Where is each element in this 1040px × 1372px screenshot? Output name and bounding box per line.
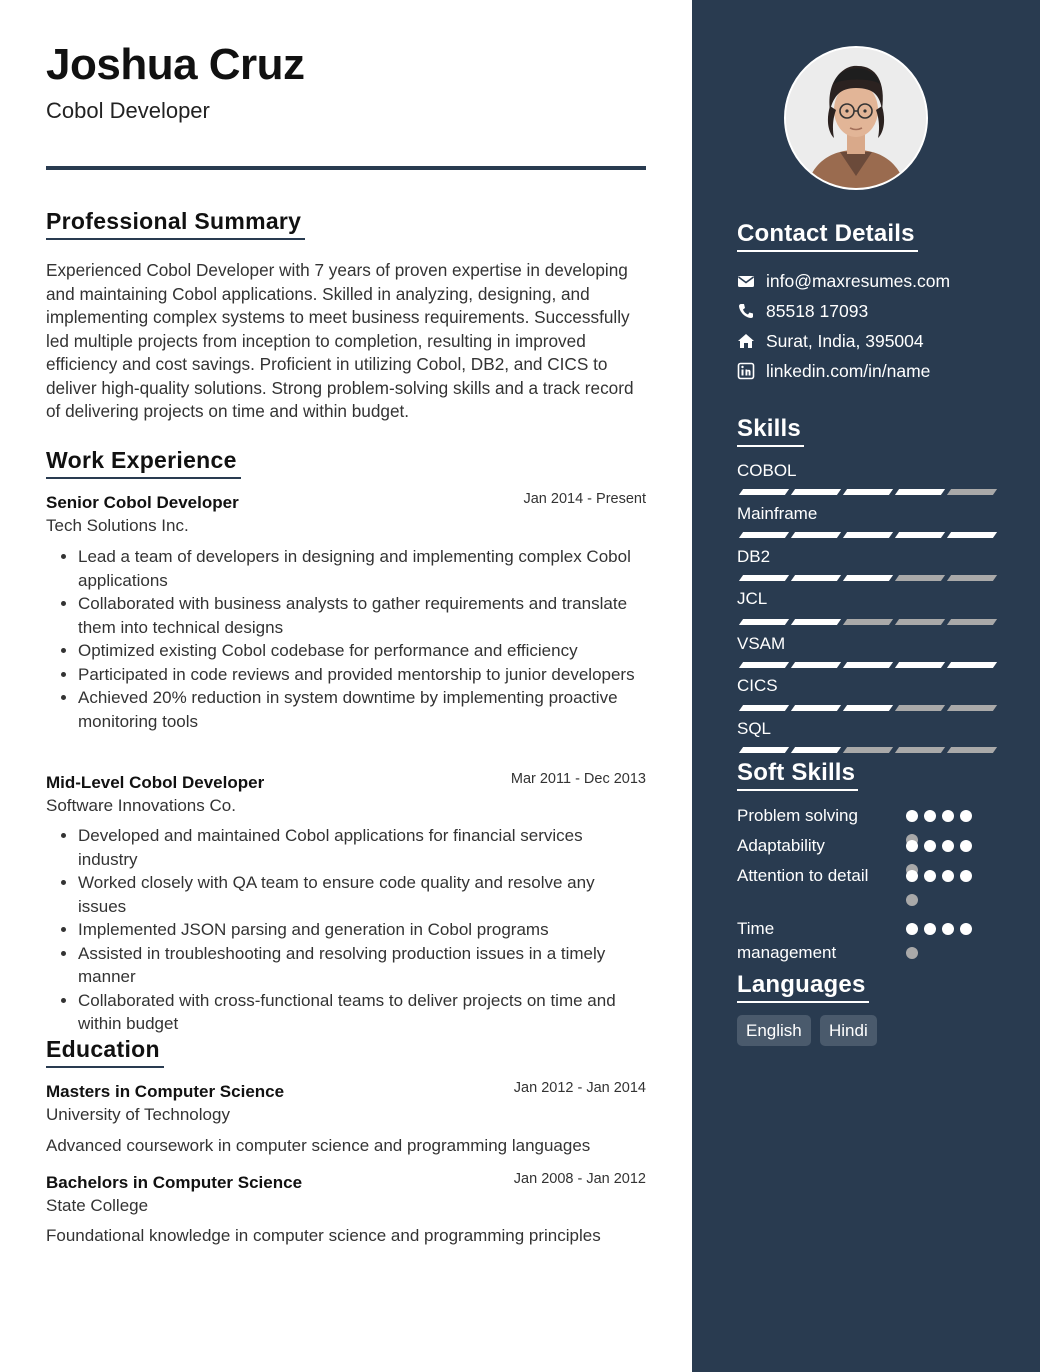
job-bullet: • Optimized existing Cobol codebase for performance and efficiency bbox=[78, 639, 646, 663]
job-company: Tech Solutions Inc. bbox=[46, 516, 189, 535]
skill-level-segment bbox=[739, 489, 789, 495]
soft-skill-dot bbox=[906, 947, 918, 959]
job-bullets bbox=[46, 824, 646, 1036]
skill-level-segment bbox=[739, 532, 789, 538]
skill-level-segment bbox=[791, 619, 841, 625]
skill-level-segment bbox=[791, 575, 841, 581]
profile-photo bbox=[784, 46, 928, 190]
contact-email[interactable] bbox=[737, 270, 950, 292]
language-chip: English bbox=[737, 1015, 811, 1046]
contact-address bbox=[737, 330, 924, 352]
skill-level-segment bbox=[739, 662, 789, 668]
skill-level-segment bbox=[895, 575, 945, 581]
degree-description: Foundational knowledge in computer science and programming principles bbox=[46, 1226, 601, 1245]
degree-date: Jan 2008 - Jan 2012 bbox=[513, 1171, 646, 1187]
soft-skill-name: Problem solving bbox=[737, 806, 858, 825]
job-title: Senior Cobol Developer bbox=[46, 493, 239, 512]
contact-heading: Contact Details bbox=[737, 220, 918, 252]
skill-level-segment bbox=[843, 575, 893, 581]
skill-level-segment bbox=[739, 619, 789, 625]
soft-skill-dot bbox=[942, 923, 954, 935]
soft-skill-name: Attention to detail bbox=[737, 866, 869, 885]
candidate-name: Joshua Cruz bbox=[46, 40, 305, 89]
skill-name: COBOL bbox=[737, 461, 797, 480]
skill-level-segment bbox=[843, 619, 893, 625]
skill-name: JCL bbox=[737, 589, 768, 608]
skill-level-segment bbox=[791, 532, 841, 538]
soft-skill-dot bbox=[924, 870, 936, 882]
job-bullet: • Lead a team of developers in designing and implementing complex Cobol applications bbox=[78, 545, 646, 592]
soft-skills-heading: Soft Skills bbox=[737, 759, 858, 791]
soft-skill-name: Adaptability bbox=[737, 836, 825, 855]
school-name: State College bbox=[46, 1196, 149, 1215]
soft-skill-dot bbox=[960, 923, 972, 935]
skill-level-segment bbox=[895, 489, 945, 495]
linkedin-icon bbox=[737, 362, 755, 380]
skill-bar bbox=[737, 532, 993, 538]
skill-level-segment bbox=[843, 747, 893, 753]
job-date: Mar 2011 - Dec 2013 bbox=[510, 771, 646, 787]
soft-skill-dot bbox=[906, 923, 918, 935]
home-icon bbox=[737, 332, 755, 350]
experience-heading: Work Experience bbox=[46, 447, 241, 479]
skill-level-segment bbox=[895, 662, 945, 668]
skill-name: Mainframe bbox=[737, 504, 818, 523]
job-bullet: • Collaborated with business analysts to gather requirements and translate them into technical designs bbox=[78, 592, 646, 639]
contact-address-text: Surat, India, 395004 bbox=[766, 330, 924, 351]
skill-name: VSAM bbox=[737, 634, 786, 653]
skill-level-segment bbox=[843, 489, 893, 495]
summary-text: Experienced Cobol Developer with 7 years of proven expertise in developing and maintaining Cobol applications. Skilled in analyzing, designing, and implementing complex systems to meet business requirements. Successfully led multiple projects from inception to completion, resulting in improved efficiency and cost savings. Proficient in utilizing Cobol, DB2, and CICS to deliver high-quality solutions. Strong problem-solving skills and a track record of delivering projects on time and within budget. bbox=[46, 260, 634, 421]
skill-level-segment bbox=[791, 662, 841, 668]
phone-icon bbox=[737, 302, 755, 320]
skill-level-segment bbox=[843, 705, 893, 711]
job-company: Software Innovations Co. bbox=[46, 796, 236, 815]
soft-skill-dot bbox=[924, 810, 936, 822]
skill-level-segment bbox=[791, 705, 841, 711]
skill-name: SQL bbox=[737, 719, 772, 738]
skill-name: DB2 bbox=[737, 547, 771, 566]
degree-description: Advanced coursework in computer science and programming languages bbox=[46, 1136, 591, 1155]
soft-skill-dot bbox=[924, 840, 936, 852]
contact-linkedin-text: linkedin.com/in/name bbox=[766, 360, 931, 381]
skill-level-segment bbox=[739, 747, 789, 753]
skills-heading: Skills bbox=[737, 415, 804, 447]
skill-name: CICS bbox=[737, 676, 778, 695]
avatar-illustration bbox=[786, 48, 926, 188]
skill-bar bbox=[737, 489, 993, 495]
soft-skill-dot bbox=[960, 870, 972, 882]
soft-skill-name: Time management bbox=[737, 919, 837, 962]
skill-level-segment bbox=[895, 747, 945, 753]
skill-level-segment bbox=[947, 489, 997, 495]
skill-bar bbox=[737, 619, 993, 625]
soft-skill-dot bbox=[942, 870, 954, 882]
skill-level-segment bbox=[947, 532, 997, 538]
job-bullet: • Achieved 20% reduction in system downtime by implementing proactive monitoring tools bbox=[78, 686, 646, 733]
skill-level-segment bbox=[791, 747, 841, 753]
contact-phone[interactable] bbox=[737, 300, 868, 322]
skill-level-segment bbox=[843, 662, 893, 668]
job-bullet: • Assisted in troubleshooting and resolving production issues in a timely manner bbox=[78, 942, 646, 989]
soft-skill-dots bbox=[906, 923, 986, 963]
contact-linkedin[interactable] bbox=[737, 360, 930, 382]
envelope-icon bbox=[737, 272, 755, 290]
job-bullet: • Implemented JSON parsing and generation in Cobol programs bbox=[78, 918, 646, 942]
skill-bar bbox=[737, 662, 993, 668]
skill-bar bbox=[737, 747, 993, 753]
skill-level-segment bbox=[843, 532, 893, 538]
degree-title: Bachelors in Computer Science bbox=[46, 1173, 303, 1192]
skill-level-segment bbox=[947, 705, 997, 711]
school-name: University of Technology bbox=[46, 1105, 230, 1124]
skill-level-segment bbox=[895, 532, 945, 538]
soft-skill-dot bbox=[906, 840, 918, 852]
skill-level-segment bbox=[895, 705, 945, 711]
skill-level-segment bbox=[947, 619, 997, 625]
skill-bar bbox=[737, 575, 993, 581]
soft-skill-dot bbox=[906, 894, 918, 906]
soft-skill-dot bbox=[906, 810, 918, 822]
job-date: Jan 2014 - Present bbox=[523, 491, 646, 507]
skill-level-segment bbox=[739, 705, 789, 711]
skill-level-segment bbox=[791, 489, 841, 495]
summary-heading: Professional Summary bbox=[46, 208, 305, 240]
soft-skill-dot bbox=[906, 870, 918, 882]
job-bullet: • Worked closely with QA team to ensure code quality and resolve any issues bbox=[78, 871, 646, 918]
language-chip: Hindi bbox=[820, 1015, 877, 1046]
job-bullet: • Developed and maintained Cobol applications for financial services industry bbox=[78, 824, 646, 871]
soft-skill-dot bbox=[924, 923, 936, 935]
soft-skill-dot bbox=[960, 810, 972, 822]
soft-skill-dot bbox=[960, 840, 972, 852]
job-title: Mid-Level Cobol Developer bbox=[46, 773, 265, 792]
skill-level-segment bbox=[947, 575, 997, 581]
contact-email-text: info@maxresumes.com bbox=[766, 270, 951, 291]
soft-skill-dots bbox=[906, 870, 986, 910]
job-bullets bbox=[46, 545, 646, 733]
soft-skill-dot bbox=[942, 840, 954, 852]
skill-level-segment bbox=[947, 662, 997, 668]
skill-level-segment bbox=[739, 575, 789, 581]
soft-skill-dot bbox=[942, 810, 954, 822]
education-heading: Education bbox=[46, 1036, 164, 1068]
header-divider bbox=[46, 166, 646, 170]
contact-phone-text: 85518 17093 bbox=[766, 300, 869, 321]
languages-heading: Languages bbox=[737, 971, 869, 1003]
job-bullet: • Collaborated with cross-functional teams to deliver projects on time and within budget bbox=[78, 989, 646, 1036]
skill-level-segment bbox=[947, 747, 997, 753]
job-bullet: • Participated in code reviews and provided mentorship to junior developers bbox=[78, 663, 646, 687]
skill-bar bbox=[737, 705, 993, 711]
degree-date: Jan 2012 - Jan 2014 bbox=[513, 1080, 646, 1096]
candidate-role: Cobol Developer bbox=[46, 98, 210, 123]
degree-title: Masters in Computer Science bbox=[46, 1082, 285, 1101]
skill-level-segment bbox=[895, 619, 945, 625]
